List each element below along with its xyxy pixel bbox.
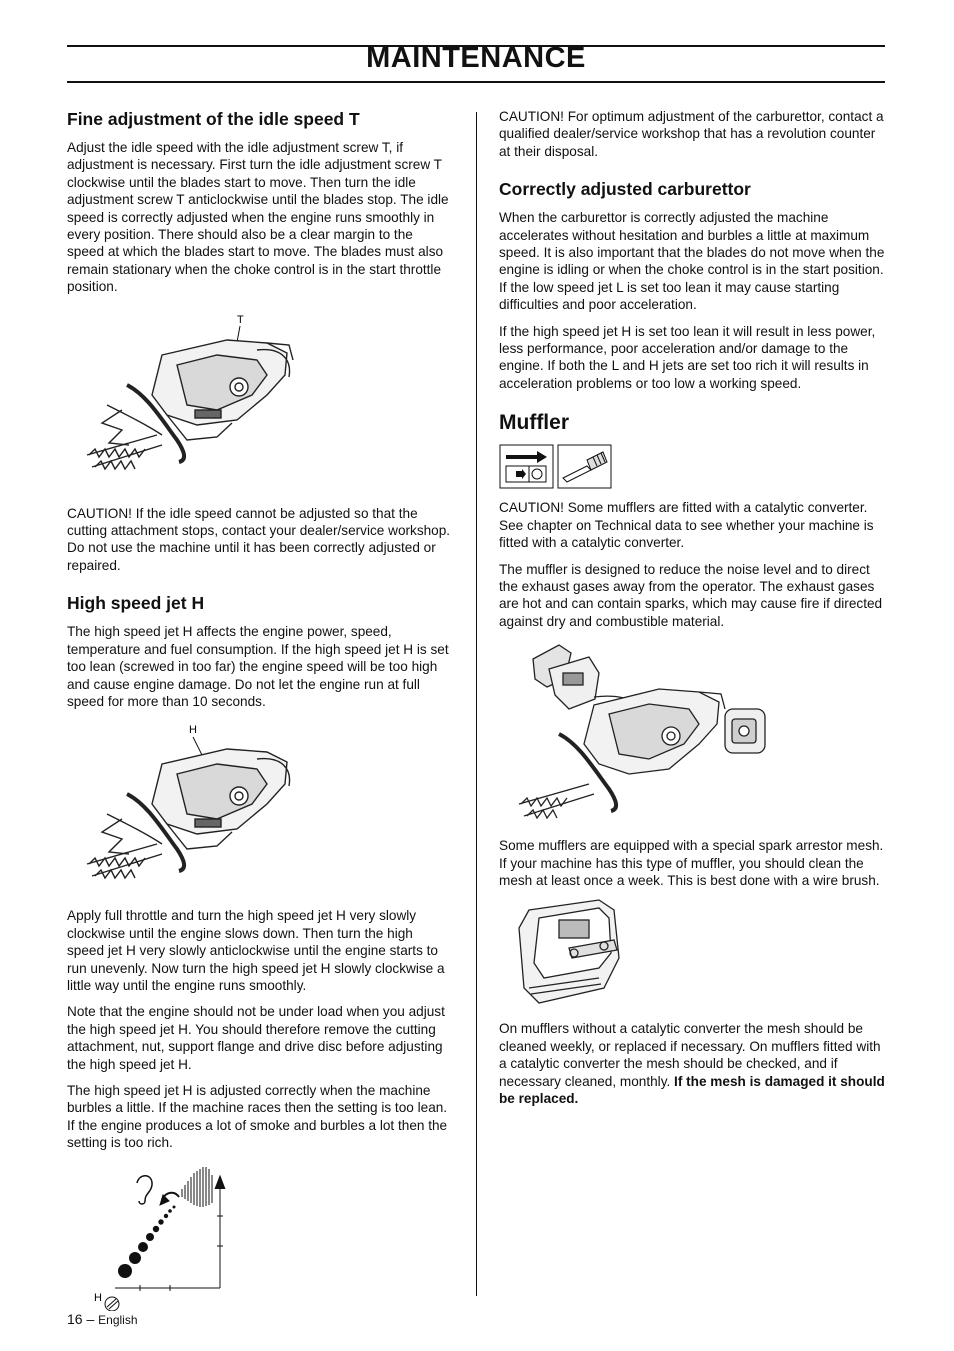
graph-h-label: H	[94, 1291, 102, 1304]
carburettor-heading: Correctly adjusted carburettor	[499, 179, 751, 200]
high-speed-jet-heading: High speed jet H	[67, 593, 205, 614]
idle-caution-text: CAUTION! If the idle speed cannot be adjusted so that the cutting attachment stops, contact your dealer/service workshop. Do not use the machine until it has been correctly adjusted or repaired.	[67, 505, 451, 573]
left-column	[67, 108, 452, 1311]
high-jet-load-note: Note that the engine should not be under load when you adjust the high speed jet H. You should therefore remove the cutting attachment, nut, support flange and drive disc before adjusting the high speed jet H.	[67, 1004, 445, 1072]
page-number: 16 –	[67, 1311, 95, 1327]
wire-brush-icon	[563, 452, 607, 482]
hedge-trimmer-idle-illustration	[67, 305, 452, 487]
carburettor-text-1: When the carburettor is correctly adjusted the machine accelerates without hesitation and burbles a little at maximum speed. It is also important that the blades do not move when the engine is idling or when the choke control is in the start position. If the low speed jet L is set too lean it may cause starting difficulties and poor acceleration.	[499, 210, 885, 313]
muffler-removal-illustration	[499, 639, 885, 825]
high-speed-jet-text: The high speed jet H affects the engine power, speed, temperature and fuel consumption. If the high speed jet H is set too lean (screwed in too far) the engine speed will be too high and cause engine damage. Do not let the engine run at full speed for more than 10 seconds.	[67, 624, 449, 709]
high-jet-procedure-text: Apply full throttle and turn the high speed jet H very slowly clockwise until the engine slows down. Then turn the high speed jet H very slowly anticlockwise until the engine starts to run unevenly. Now turn the high speed jet H slowly clockwise a little way until the engine runs smoothly.	[67, 908, 445, 993]
carburettor-text-2: If the high speed jet H is set too lean it will result in less power, less performance, poor acceleration and/or damage to the engine. If both the L and H jets are set too rich it will results in acceleration problems or too low a working speed.	[499, 323, 876, 391]
right-column	[499, 108, 885, 1116]
idle-speed-text: Adjust the idle speed with the idle adjustment screw T, if adjustment is necessary. First turn the idle adjustment screw T clockwise until the blades start to move. Then turn the idle adjustment screw T anticlockwise until the blades stop. The idle speed is correctly adjusted when the engine runs smoothly in every position. There should also be a clear margin to the speed at which the blades start to move. The blades must also remain stationary when the choke control is in the start throttle position.	[67, 140, 449, 295]
page-title: MAINTENANCE	[366, 42, 586, 74]
spark-arrestor-text: Some mufflers are equipped with a special spark arrestor mesh. If your machine has this type of muffler, you should clean the mesh at least once a week. This is best done with a wire brush.	[499, 838, 884, 888]
mesh-cleaning-body: On mufflers without a catalytic converter the mesh should be cleaned weekly, or replaced if necessary. On mufflers fitted with a catalytic converter the mesh should be checked, and if necessary cleaned, monthly.	[499, 1021, 881, 1089]
footer-language: English	[98, 1313, 138, 1327]
idle-screw-label: T	[237, 313, 244, 326]
mesh-cleaning-text	[499, 1020, 885, 1107]
high-jet-label: H	[189, 724, 197, 737]
muffler-caution-text: CAUTION! Some mufflers are fitted with a catalytic converter. See chapter on Technical data to see whether your machine is fitted with a catalytic converter.	[499, 500, 874, 551]
maintenance-symbols	[499, 444, 613, 490]
muffler-heading: Muffler	[499, 411, 569, 435]
arrow-icon	[506, 451, 547, 463]
idle-speed-heading: Fine adjustment of the idle speed T	[67, 109, 360, 129]
column-divider	[476, 112, 477, 1296]
engine-speed-sound-diagram	[67, 1161, 267, 1311]
spark-arrestor-muffler-illustration	[499, 898, 885, 1008]
high-jet-result-text: The high speed jet H is adjusted correctly when the machine burbles a little. If the machine races then the setting is too lean. If the engine produces a lot of smoke and burbles a lot then the setting is too rich.	[67, 1082, 448, 1151]
mesh-replace-warning: If the mesh is damaged it should be replaced.	[499, 1073, 885, 1106]
page-footer	[67, 1311, 138, 1327]
muffler-purpose-text: The muffler is designed to reduce the noise level and to direct the exhaust gases away from the operator. The exhaust gases are hot and can contain sparks, which may cause fire if directed against dry and combustible material.	[499, 561, 883, 629]
hedge-trimmer-high-jet-illustration	[67, 719, 452, 895]
carburettor-caution-text: CAUTION! For optimum adjustment of the carburettor, contact a qualified dealer/service workshop that has a revolution counter at their disposal.	[499, 109, 884, 159]
header-bottom-rule	[67, 81, 885, 83]
